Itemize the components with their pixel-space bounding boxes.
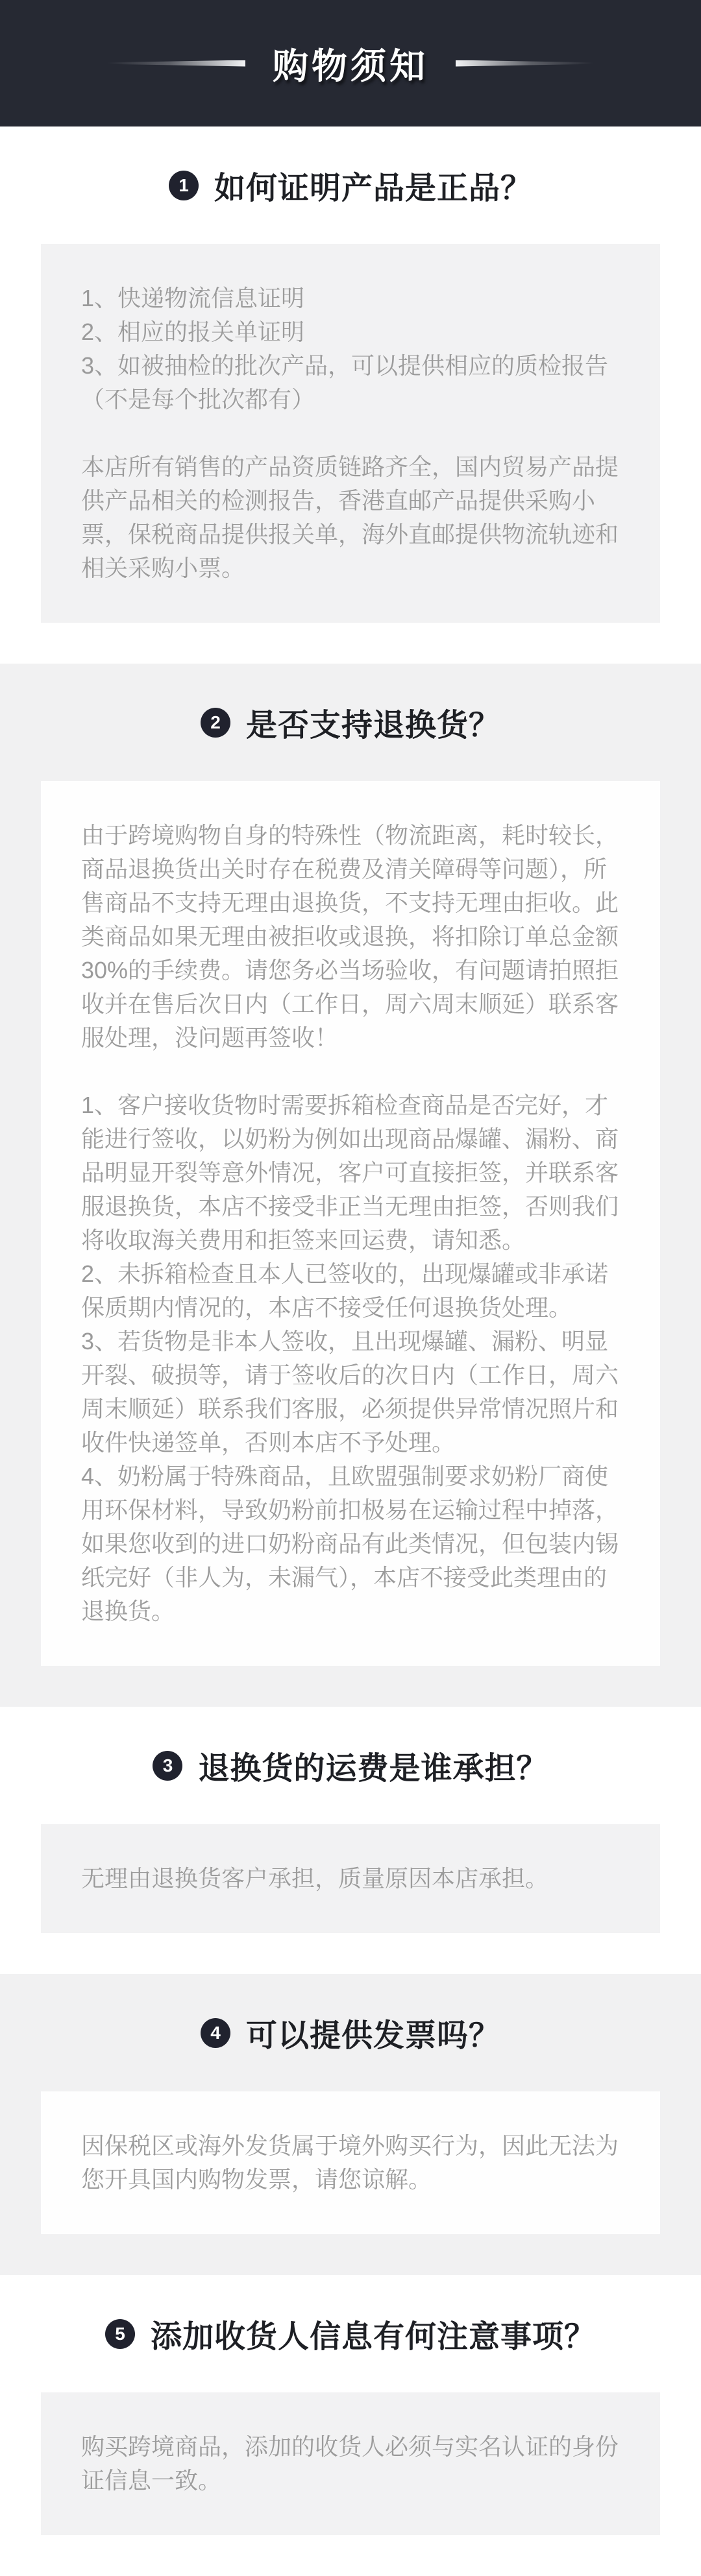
body-paragraph: 无理由退换货客户承担，质量原因本店承担。 [81,1865,549,1892]
body-paragraph: 4、奶粉属于特殊商品，且欧盟强制要求奶粉厂商使用环保材料，导致奶粉前扣极易在运输过程中掉落，如果您收到的进口奶粉商品有此类情况，但包装内锡纸完好（非人为，未漏气），本店不接受此类理由的退换货。 [81,1463,619,1624]
section-body-box [41,2392,660,2535]
section-number-badge: 2 [201,708,230,738]
page-header [0,0,701,126]
section-title-row [0,163,701,208]
section-title: 是否支持退换货？ [245,708,500,743]
section-body-box [41,1824,660,1933]
section-body-box [41,2091,660,2234]
paragraph-group [81,2129,620,2197]
body-paragraph: 因保税区或海外发货属于境外购买行为，因此无法为您开具国内购物发票，请您谅解。 [81,2132,619,2193]
body-paragraph: 1、客户接收货物时需要拆箱检查商品是否完好，才能进行签收，以奶粉为例如出现商品爆罐、漏粉、商品明显开裂等意外情况，客户可直接拒签，并联系客服退换货，本店不接受非正当无理由拒签，否则我们将收取海关费用和拒签来回运费，请知悉。 [81,1092,619,1253]
faq-sections-list [0,126,701,2576]
section-body-box [41,244,660,623]
page-title: 购物须知 [272,46,428,86]
section-title-row [0,1743,701,1788]
section-number-badge: 4 [201,2018,230,2048]
section-number-badge: 3 [153,1751,182,1781]
paragraph-group [81,282,620,416]
body-paragraph: 本店所有销售的产品资质链路齐全，国内贸易产品提供产品相关的检测报告，香港直邮产品提供采购小票，保税商品提供报关单，海外直邮提供物流轨迹和相关采购小票。 [81,453,619,581]
faq-section [0,664,701,1707]
section-body-box [41,781,660,1666]
body-paragraph: 1、快递物流信息证明 [81,285,305,311]
section-title-row [0,700,701,745]
decor-line-left-icon [108,60,245,67]
faq-section [0,1974,701,2275]
faq-section [0,2275,701,2576]
section-title-row [0,2010,701,2055]
body-paragraph: 2、未拆箱检查且本人已签收的，出现爆罐或非承诺保质期内情况的，本店不接受任何退换货处理。 [81,1260,609,1321]
section-title: 退换货的运费是谁承担？ [198,1751,548,1786]
faq-section [0,126,701,664]
paragraph-group [81,2430,620,2498]
paragraph-group [81,450,620,585]
section-title: 如何证明产品是正品？ [214,171,532,206]
decor-line-right-icon [456,60,593,67]
body-paragraph: 3、如被抽检的批次产品，可以提供相应的质检报告（不是每个批次都有） [81,352,609,413]
paragraph-group [81,819,620,1055]
paragraph-group [81,1862,620,1896]
section-title: 可以提供发票吗？ [245,2019,500,2053]
paragraph-group [81,1089,620,1628]
section-title: 添加收货人信息有何注意事项？ [150,2320,596,2354]
body-paragraph: 3、若货物是非本人签收，且出现爆罐、漏粉、明显开裂、破损等，请于签收后的次日内（工作日，周六周末顺延）联系我们客服，必须提供异常情况照片和收件快递签单，否则本店不予处理。 [81,1328,619,1456]
body-paragraph: 购买跨境商品，添加的收货人必须与实名认证的身份证信息一致。 [81,2433,619,2494]
section-title-row [0,2311,701,2356]
body-paragraph: 由于跨境购物自身的特殊性（物流距离，耗时较长，商品退换货出关时存在税费及清关障碍等问题），所售商品不支持无理由退换货，不支持无理由拒收。此类商品如果无理由被拒收或退换，将扣除订单总金额30%的手续费。请您务必当场验收，有问题请拍照拒收并在售后次日内（工作日，周六周末顺延）联系客服处理，没问题再签收！ [81,822,619,1051]
section-number-badge: 5 [105,2319,135,2349]
body-paragraph: 2、相应的报关单证明 [81,319,305,345]
section-number-badge: 1 [169,171,199,200]
faq-section [0,1707,701,1974]
